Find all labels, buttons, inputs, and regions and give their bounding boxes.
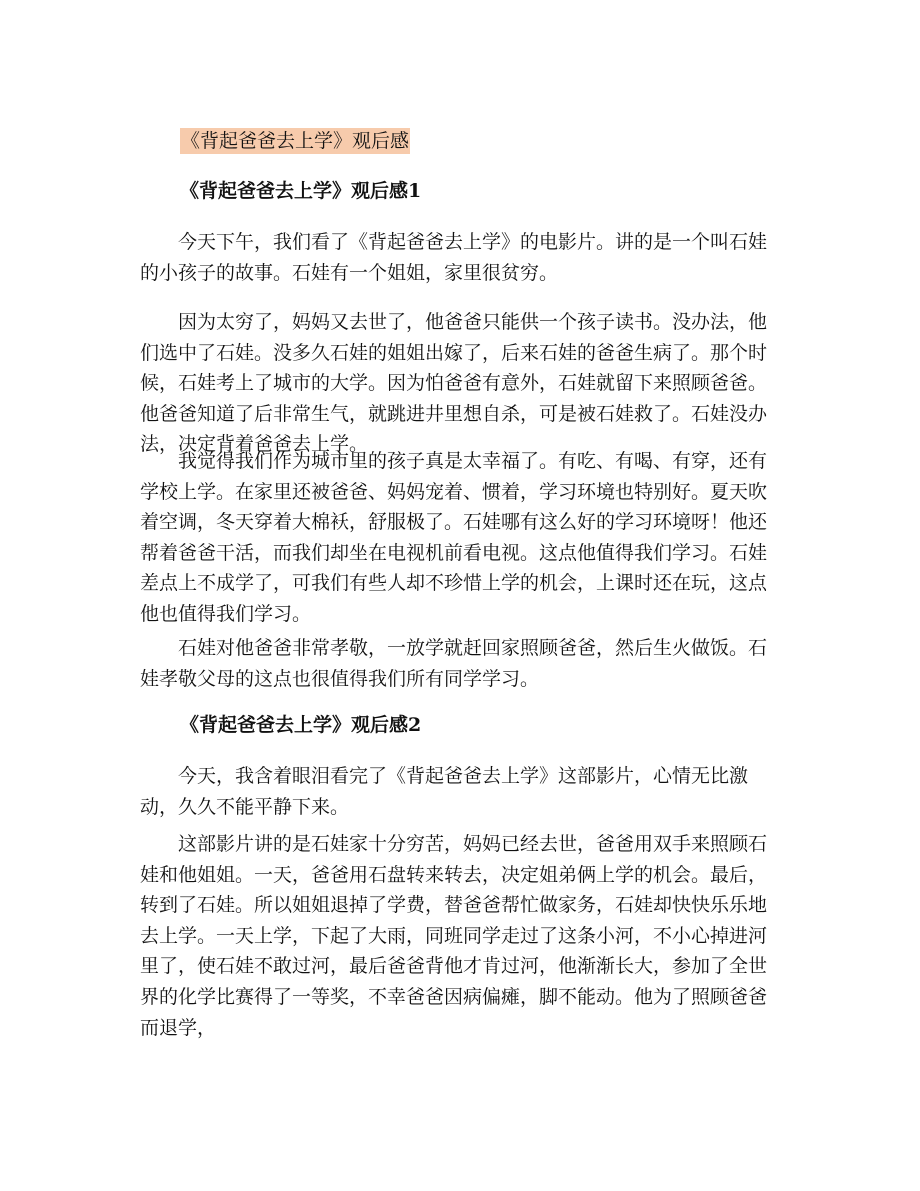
section-heading-1: 《背起爸爸去上学》观后感1 [180, 180, 422, 202]
paragraph: 因为太穷了，妈妈又去世了，他爸爸只能供一个孩子读书。没办法，他们选中了石娃。没多久石娃的姐姐出嫁了，后来石娃的爸爸生病了。那个时候，石娃考上了城市的大学。因为怕爸爸有意外，石娃就留下来照顾爸爸。他爸爸知道了后非常生气，就跳进井里想自杀，可是被石娃救了。石娃没办法，决定背着爸爸去上学。 [140, 311, 768, 456]
section-heading-2: 《背起爸爸去上学》观后感2 [180, 714, 422, 736]
paragraph: 今天下午，我们看了《背起爸爸去上学》的电影片。讲的是一个叫石娃的小孩子的故事。石娃有一个姐姐，家里很贫穷。 [140, 231, 768, 284]
document-title: 《背起爸爸去上学》观后感 [181, 130, 410, 152]
paragraph: 我觉得我们作为城市里的孩子真是太幸福了。有吃、有喝、有穿，还有学校上学。在家里还被爸爸、妈妈宠着、惯着，学习环境也特别好。夏天吹着空调，冬天穿着大棉袄，舒服极了。石娃哪有这么好的学习环境呀！他还帮着爸爸干活，而我们却坐在电视机前看电视。这点他值得我们学习。石娃差点上不成学了，可我们有些人却不珍惜上学的机会，上课时还在玩，这点他也值得我们学习。 [140, 450, 768, 625]
paragraph: 石娃对他爸爸非常孝敬，一放学就赶回家照顾爸爸，然后生火做饭。石娃孝敬父母的这点也很值得我们所有同学学习。 [140, 637, 768, 690]
paragraph: 这部影片讲的是石娃家十分穷苦，妈妈已经去世，爸爸用双手来照顾石娃和他姐姐。一天，爸爸用石盘转来转去，决定姐弟俩上学的机会。最后，转到了石娃。所以姐姐退掉了学费，替爸爸帮忙做家务，石娃却快快乐乐地去上学。一天上学，下起了大雨，同班同学走过了这条小河，不小心掉进河里了，使石娃不敢过河，最后爸爸背他才肯过河，他渐渐长大，参加了全世界的化学比赛得了一等奖，不幸爸爸因病偏瘫，脚不能动。他为了照顾爸爸而退学， [140, 833, 768, 1039]
paragraph: 今天，我含着眼泪看完了《背起爸爸去上学》这部影片，心情无比激动，久久不能平静下来。 [140, 765, 749, 818]
